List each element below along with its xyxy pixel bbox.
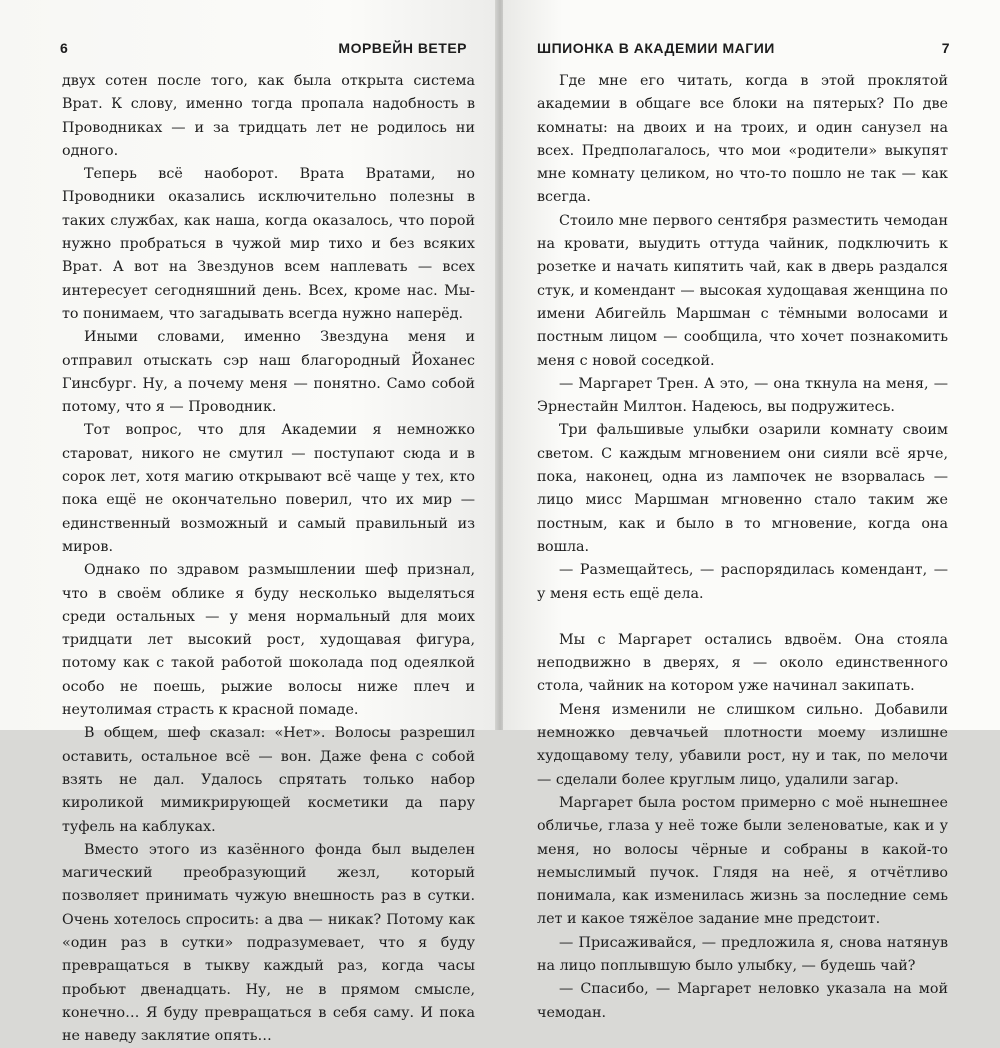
- paragraph: — Спасибо, — Маргарет неловко указала на мой чемодан.: [537, 981, 948, 1021]
- left-page-header: [0, 40, 497, 60]
- paragraph: — Маргарет Трен. А это, — она ткнула на меня, — Эрнестайн Милтон. Надеюсь, вы подружитесь.: [537, 375, 948, 416]
- right-page-body: [537, 70, 948, 1025]
- left-page: [0, 0, 497, 1045]
- left-running-head: МОРВЕЙН ВЕТЕР: [338, 40, 467, 56]
- paragraph: — Присаживайся, — предложила я, снова натянув на лицо поплывшую было улыбку, — будешь чай?: [537, 934, 948, 974]
- paragraph: Иными словами, именно Звездуна меня и отправил отыскать сэр наш благородный Йоханес Гинсбург. Ну, а почему меня — понятно. Само собой потому, что я — Проводник.: [62, 329, 475, 416]
- paragraph: — Размещайтесь, — распорядилась комендант, — у меня есть ещё дела.: [537, 562, 948, 602]
- left-page-number: 6: [60, 40, 69, 56]
- paragraph: Вместо этого из казённого фонда был выделен магический преобразующий жезл, который позволяет принимать чужую внешность раз в сутки. Очень хотелось спросить: а два — никак? Потому как «один раз в сутки» подразумевает, что я буду превращаться в тыкву каждый раз, когда часы пробьют двенадцать. Ну, не в прямом смысле, конечно… Я буду превращаться в себя саму. И пока не наведу заклятие опять…: [62, 841, 475, 1045]
- left-page-body: [62, 70, 475, 1048]
- paragraph: Теперь всё наоборот. Врата Вратами, но Проводники оказались исключительно полезны в таких службах, как наша, когда оказалось, что порой нужно пробраться в чужой мир тихо и без всяких Врат. А вот на Звездунов всем наплевать — всех интересует сегодняшний день. Всех, кроме нас. Мы-то понимаем, что загадывать всегда нужно наперёд.: [62, 166, 475, 322]
- paragraph: Мы с Маргарет остались вдвоём. Она стояла неподвижно в дверях, я — около единственного стола, чайник на котором уже начинал закипать.: [537, 631, 948, 695]
- paragraph: двух сотен после того, как была открыта система Врат. К слову, именно тогда пропала надобность в Проводниках — и за тридцать лет не родилось ни одного.: [62, 73, 475, 159]
- paragraph: Тот вопрос, что для Академии я немножко староват, никого не смутил — поступают сюда и в сорок лет, хотя магию открывают всё чаще у тех, кто пока ещё не окончательно поверил, что их мир — единственный возможный и самый правильный из миров.: [62, 422, 475, 555]
- paragraph: Однако по здравом размышлении шеф признал, что в своём облике я буду несколько выделяться среди остальных — у меня нормальный для моих тридцати лет высокий рост, худощавая фигура, потому как с такой работой шоколада под одеялкой особо не поешь, рыжие волосы ниже плеч и неутолимая страсть к красной помаде.: [62, 562, 475, 719]
- right-running-head: ШПИОНКА В АКАДЕМИИ МАГИИ: [537, 40, 775, 56]
- paragraph: Маргарет была ростом примерно с моё нынешнее обличье, глаза у неё тоже были зеленоватые, как и у меня, но волосы чёрные и собраны в какой-то немыслимый пучок. Глядя на неё, я отчётливо понимала, как изменилась жизнь за последние семь лет и какое тяжёлое задание мне предстоит.: [537, 794, 948, 928]
- right-page-number: 7: [941, 40, 950, 56]
- paragraph: В общем, шеф сказал: «Нет». Волосы разрешил оставить, остальное всё — вон. Даже фена с собой взять не дал. Удалось спрятать только набор кироликой мимикрирующей косметики да пару туфель на каблуках.: [62, 725, 475, 835]
- paragraph: Стоило мне первого сентября разместить чемодан на кровати, выудить оттуда чайник, подключить к розетке и начать кипятить чай, как в дверь раздался стук, и комендант — высокая худощавая женщина по имени Абигейль Маршман с тёмными волосами и постным лицом — сообщила, что хочет познакомить меня с новой соседкой.: [537, 212, 948, 369]
- paragraph: Где мне его читать, когда в этой проклятой академии в общаге все блоки на пятерых? По две комнаты: на двоих и на троих, и один санузел на всех. Предполагалось, что мои «родители» выкупят мне комнату целиком, но что-то пошло не так — как всегда.: [537, 73, 948, 206]
- paragraph: Меня изменили не слишком сильно. Добавили немножко девчачьей плотности моему излишне худощавому телу, убавили рост, ну и так, по мелочи — сделали более круглым лицо, удалили загар.: [537, 701, 948, 788]
- right-page: [503, 0, 1000, 1021]
- right-page-header: [503, 40, 1000, 60]
- paragraph: Три фальшивые улыбки озарили комнату своим светом. С каждым мгновением они сияли всё ярче, пока, наконец, одна из лампочек не взорвалась — лицо мисс Маршман мгновенно стало таким же постным, как и было в то мгновение, когда она вошла.: [537, 422, 948, 555]
